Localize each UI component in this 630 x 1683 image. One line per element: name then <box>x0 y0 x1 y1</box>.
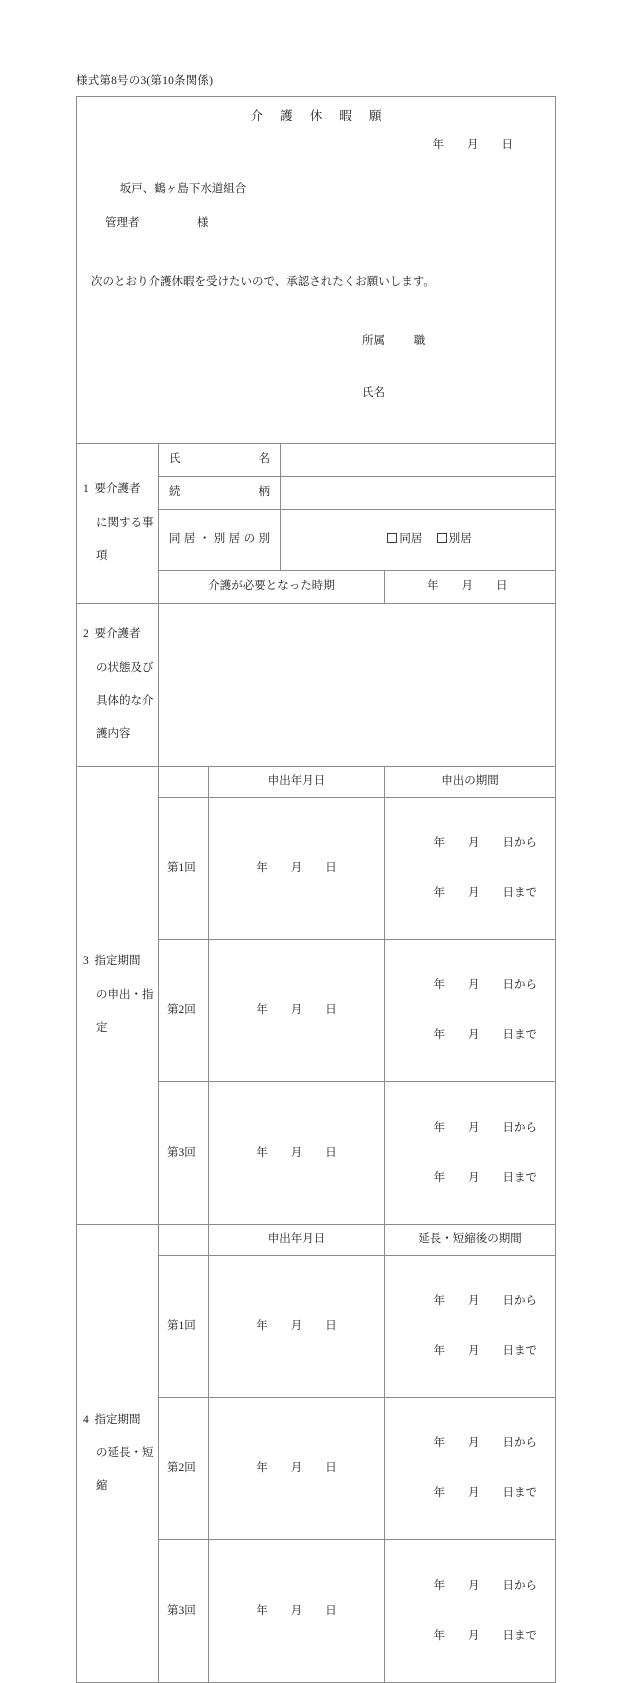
applicant-name-label[interactable]: 氏名 <box>362 386 385 399</box>
submission-date-line[interactable]: 年 月 日 <box>432 139 514 152</box>
section2-label-no: 2 要介護者 <box>83 628 141 641</box>
section3-times-3: 第3回 <box>159 1082 209 1224</box>
section4-period-to-1: 年 月 日まで <box>433 1345 538 1358</box>
residence-field-label: 同居・別居の別 <box>159 509 281 570</box>
section2-content-input[interactable] <box>159 603 556 766</box>
section3-period-to-3: 年 月 日まで <box>433 1171 538 1184</box>
care-start-label: 介護が必要となった時期 <box>159 570 385 603</box>
section3-period-to-1: 年 月 日まで <box>433 886 538 899</box>
section4-date-input-1[interactable]: 年 月 日 <box>209 1255 385 1397</box>
organization-name: 坂戸、鶴ヶ島下水道組合 <box>119 183 247 196</box>
section3-period-from-3: 年 月 日から <box>433 1121 538 1134</box>
section3-date-input-2[interactable]: 年 月 日 <box>209 939 385 1081</box>
section4-period-header: 延長・短縮後の期間 <box>385 1224 556 1255</box>
section4-period-from-1: 年 月 日から <box>433 1295 538 1308</box>
section4-period-from-2: 年 月 日から <box>433 1437 538 1450</box>
section4-period-input-3[interactable] <box>385 1540 556 1682</box>
section4-period-input-2[interactable] <box>385 1398 556 1540</box>
section4-head-row <box>77 1224 556 1255</box>
section1-name-row <box>77 443 556 476</box>
checkbox-same-household-icon[interactable] <box>387 533 397 543</box>
section4-period-input-1[interactable] <box>385 1255 556 1397</box>
care-leave-request-form <box>76 96 556 1683</box>
section2-label-line3: 具体的な介 <box>96 694 154 707</box>
section3-times-2: 第2回 <box>159 939 209 1081</box>
section3-times-1: 第1回 <box>159 797 209 939</box>
section4-label <box>77 1224 159 1682</box>
name-field-label: 氏 名 <box>159 443 281 476</box>
relation-field-label: 続 柄 <box>159 476 281 509</box>
form-header-row <box>77 97 556 444</box>
section3-head-row <box>77 766 556 797</box>
section3-period-header: 申出の期間 <box>385 766 556 797</box>
section4-label-line2: の延長・短 <box>96 1446 154 1459</box>
section2-label-line2: の状態及び <box>96 661 154 674</box>
section3-label <box>77 766 159 1224</box>
section3-date-input-1[interactable]: 年 月 日 <box>209 797 385 939</box>
section3-period-to-2: 年 月 日まで <box>433 1029 538 1042</box>
section4-times-2: 第2回 <box>159 1398 209 1540</box>
checkbox-separate-household-label: 別居 <box>448 533 472 546</box>
section2-label <box>77 603 159 766</box>
section4-date-header: 申出年月日 <box>209 1224 385 1255</box>
page-title: 介 護 休 暇 願 <box>250 109 389 123</box>
applicant-affiliation-label[interactable]: 所属 職 <box>362 335 426 347</box>
form-number-label: 様式第8号の3(第10条関係) <box>76 75 214 87</box>
section4-label-no: 4 指定期間 <box>83 1413 141 1426</box>
section1-label <box>77 443 159 603</box>
addressee-block <box>77 165 555 265</box>
section3-period-input-1[interactable] <box>385 797 556 939</box>
request-statement: 次のとおり介護休暇を受けたいので、承認されたくお願いします。 <box>91 275 435 288</box>
section3-label-line3: 定 <box>96 1022 108 1035</box>
residence-choice-group <box>281 509 556 570</box>
section1-label-no: 1 要介護者 <box>83 483 141 496</box>
section2-label-line4: 護内容 <box>96 728 131 741</box>
section3-date-input-3[interactable]: 年 月 日 <box>209 1082 385 1224</box>
section4-period-from-3: 年 月 日から <box>433 1579 538 1592</box>
checkbox-separate-household-icon[interactable] <box>437 533 447 543</box>
section4-period-to-3: 年 月 日まで <box>433 1629 538 1642</box>
applicant-signature-block <box>77 299 555 437</box>
section3-period-input-3[interactable] <box>385 1082 556 1224</box>
section3-period-input-2[interactable] <box>385 939 556 1081</box>
section4-period-to-2: 年 月 日まで <box>433 1487 538 1500</box>
section3-period-from-2: 年 月 日から <box>433 979 538 992</box>
section2-row <box>77 603 556 766</box>
section3-date-header: 申出年月日 <box>209 766 385 797</box>
form-header-cell <box>77 97 556 444</box>
checkbox-same-household-label: 同居 <box>399 533 423 546</box>
section4-label-line3: 縮 <box>96 1480 108 1493</box>
section4-times-3: 第3回 <box>159 1540 209 1682</box>
section4-date-input-2[interactable]: 年 月 日 <box>209 1398 385 1540</box>
section4-date-input-3[interactable]: 年 月 日 <box>209 1540 385 1682</box>
care-start-date-input[interactable]: 年 月 日 <box>385 570 556 603</box>
section3-label-line2: の申出・指 <box>96 988 154 1001</box>
section1-label-line2: に関する事 <box>96 516 154 529</box>
section3-period-from-1: 年 月 日から <box>433 836 538 849</box>
relation-field-input[interactable] <box>281 476 556 509</box>
section4-times-1: 第1回 <box>159 1255 209 1397</box>
section3-label-no: 3 指定期間 <box>83 955 141 968</box>
addressee-role: 管理者 様 <box>105 216 209 229</box>
name-field-input[interactable] <box>281 443 556 476</box>
section1-label-line3: 項 <box>96 550 108 563</box>
section3-times-header <box>159 766 209 797</box>
section4-times-header <box>159 1224 209 1255</box>
